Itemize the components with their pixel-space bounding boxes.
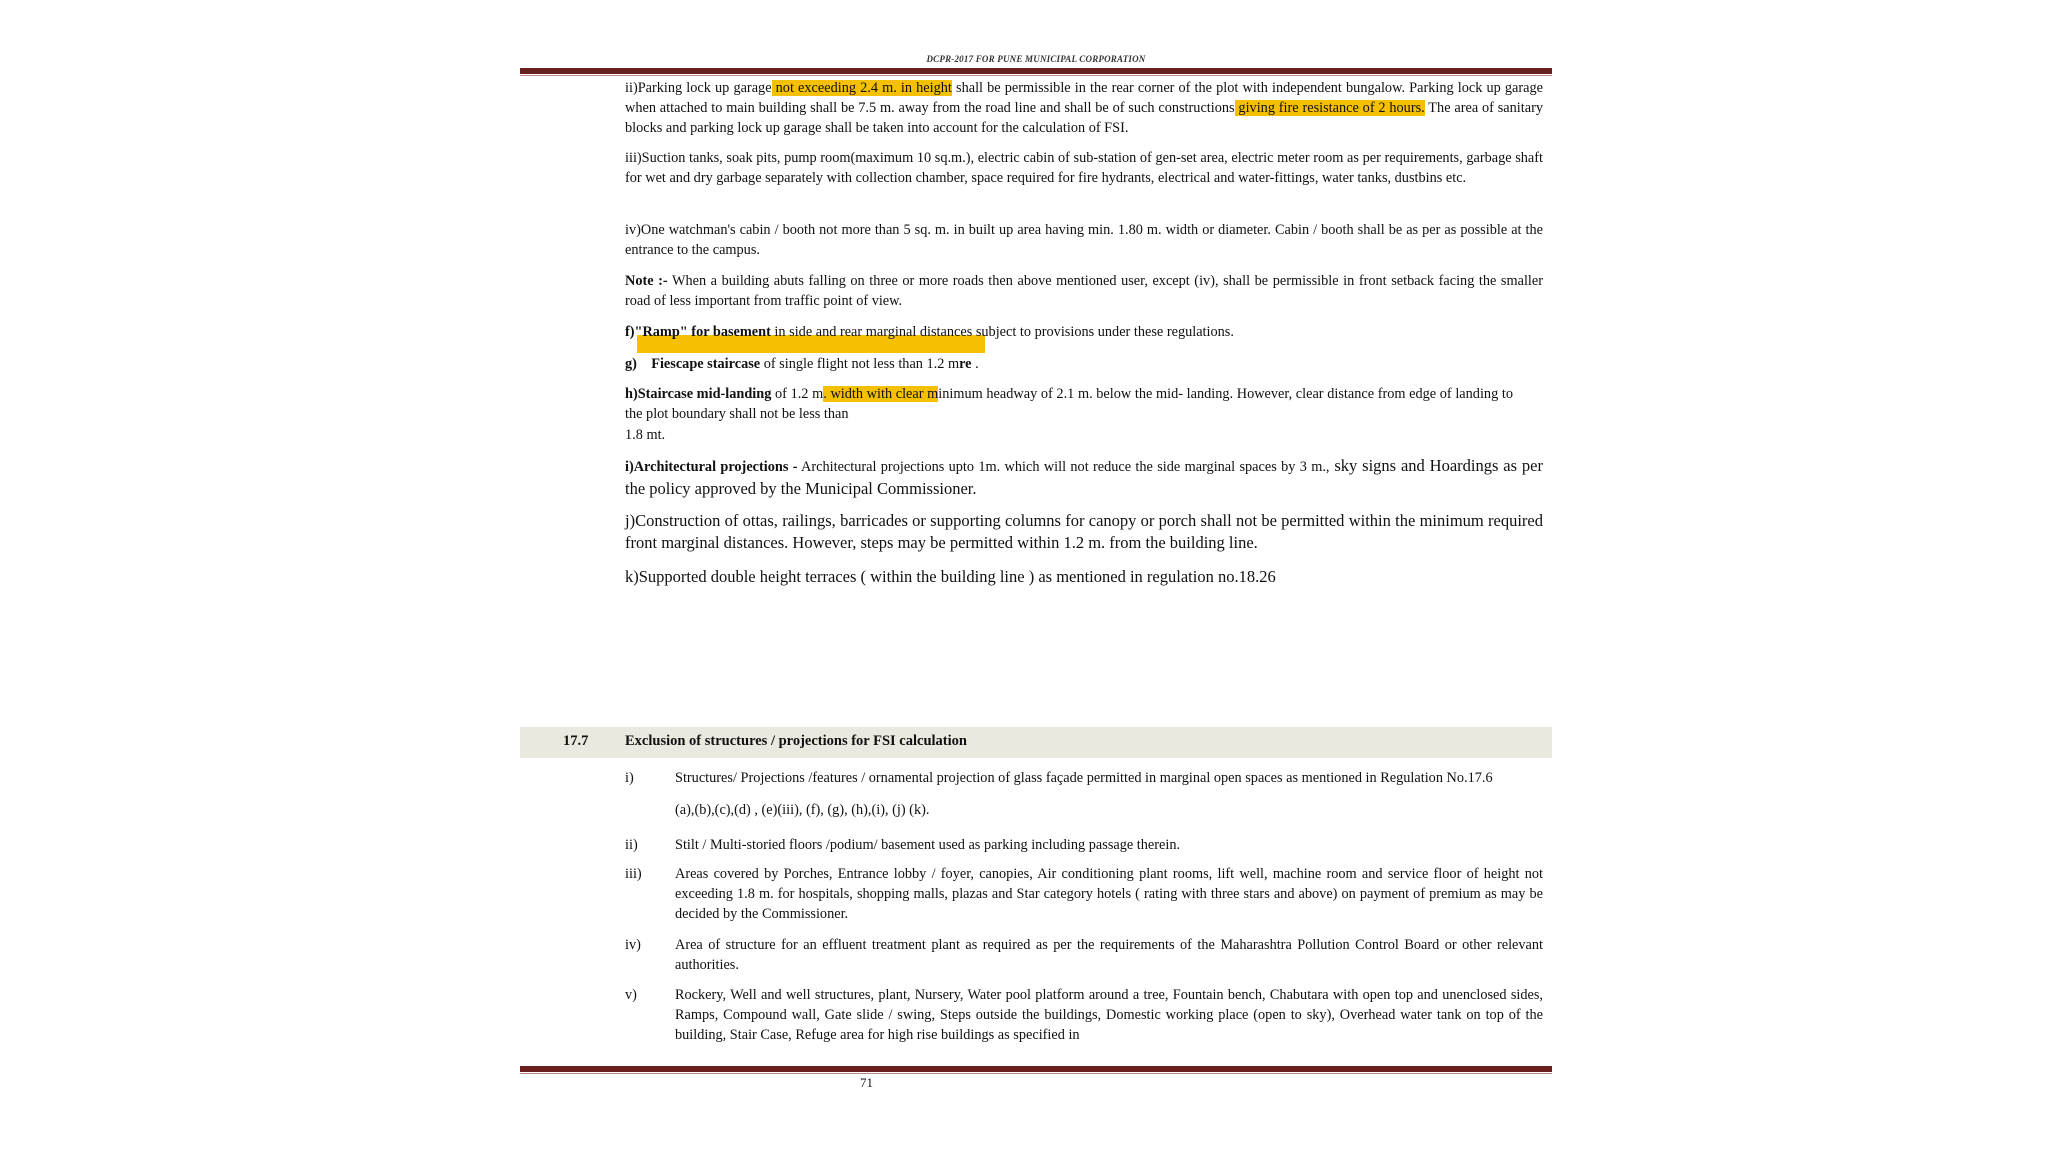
header-rule (520, 68, 1552, 74)
paragraph-h-continued: 1.8 mt. (625, 427, 666, 443)
text-span: ii)Parking lock up garage (625, 80, 772, 96)
list-item-label: iii) (625, 866, 642, 882)
list-item-label: v) (625, 987, 637, 1003)
text-span: When a building abuts falling on three or more roads then above mentioned user, except (iv), shall be permissible in front setback facing the smaller road of less important from traffic point of view. (625, 273, 1543, 309)
paragraph-iii: iii)Suction tanks, soak pits, pump room(maximum 10 sq.m.), electric cabin of sub-station of gen-set area, electric meter room as per requirements, garbage shaft for wet and dry garbage separately with collection chamber, space required for fire hydrants, electrical and water-fittings, water tanks, dustbins etc. (625, 150, 1543, 186)
running-header: DCPR-2017 FOR PUNE MUNICIPAL CORPORATION (926, 54, 1146, 64)
text-span: Architectural projections upto 1m. which will not reduce the side marginal spaces by 3 m., (797, 459, 1330, 475)
highlight: not exceeding 2.4 m. in height (771, 80, 952, 96)
paragraph-j: j)Construction of ottas, railings, barricades or supporting columns for canopy or porch shall not be permitted within the minimum required front marginal distances. However, steps may be permitted within 1.2 m. from the building line. (625, 511, 1543, 552)
text-span: The area of sanitary blocks and parking lock up garage shall be taken into account for the calculation of FSI. (625, 100, 1543, 136)
highlight: giving fire resistance of 2 hours. (1234, 100, 1425, 116)
text-span: of 1.2 m (771, 386, 824, 402)
item-label: i)Architectural projections - (625, 459, 798, 475)
paragraph-i (625, 455, 1543, 501)
paragraph-note (625, 271, 1543, 311)
text-span: inimum headway of 2.1 m. below the mid- landing. However, clear distance from edge of landing to the plot boundary shall not be less than (625, 386, 1513, 422)
footer-rule (520, 1066, 1552, 1072)
list-item-text: Rockery, Well and well structures, plant, Nursery, Water pool platform around a tree, Fountain bench, Chabutara with open top and unenclosed sides, Ramps, Compound wall, Gate slide / swing, Steps outside the buildings, Domestic working place (open to sky), Overhead water tank on top of the building, Stair Case, Refuge area for high rise buildings as specified in (675, 987, 1543, 1043)
paragraph-k: k)Supported double height terraces ( within the building line ) as mentioned in regulation no.18.26 (625, 567, 1276, 586)
list-item-text: Area of structure for an effluent treatment plant as required as per the requirements of the Maharashtra Pollution Control Board or other relevant authorities. (675, 937, 1543, 973)
paragraph-g (625, 354, 1543, 374)
paragraph-ii (625, 78, 1543, 138)
list-item-text: Stilt / Multi-storied floors /podium/ basement used as parking including passage therein. (675, 837, 1181, 853)
item-label: f)"Ramp" for basement (625, 324, 771, 340)
section-title: Exclusion of structures / projections for FSI calculation (625, 733, 967, 749)
paragraph-f (625, 322, 1543, 342)
list-item-label: i) (625, 770, 634, 786)
text-span: re (959, 356, 972, 372)
item-label: h)Staircase mid-landing (625, 386, 772, 402)
paragraph-iv: iv)One watchman's cabin / booth not more than 5 sq. m. in built up area having min. 1.80 m. width or diameter. Cabin / booth shall be as per as possible at the entrance to the campus. (625, 222, 1543, 258)
list-item-label: ii) (625, 837, 638, 853)
text-span: sky signs and Hoardings as per the policy approved by the Municipal Commissioner. (625, 456, 1543, 498)
text-span: in side and rear marginal distances subject to provisions under these regulations. (770, 324, 1234, 340)
note-label: Note :- (625, 273, 668, 289)
text-span: shall be permissible in the rear corner of the plot with independent bungalow. Parking lock up garage when attached to main building shall be 7.5 m. away from the road line and shall be of such constructions (625, 80, 1543, 116)
paragraph-h (625, 384, 1513, 424)
text-span: of single flight not less than 1.2 m (760, 356, 960, 372)
list-item-text-continued: (a),(b),(c),(d) , (e)(iii), (f), (g), (h),(i), (j) (k). (675, 802, 930, 818)
highlight: . width with clear m (823, 386, 939, 402)
list-item-label: iv) (625, 937, 641, 953)
page-number: 71 (860, 1075, 873, 1090)
list-item-text: Areas covered by Porches, Entrance lobby / foyer, canopies, Air conditioning plant rooms, lift well, machine room and service floor of height not exceeding 1.8 m. for hospitals, shopping malls, plazas and Star category hotels ( rating with three stars and above) on payment of premium as may be decided by the Commissioner. (675, 866, 1543, 922)
list-item-text: Structures/ Projections /features / ornamental projection of glass façade permitted in marginal open spaces as mentioned in Regulation No.17.6 (675, 770, 1493, 786)
section-number: 17.7 (563, 733, 589, 749)
item-label: g) Fiescape staircase (625, 356, 761, 372)
text-span: . (971, 356, 979, 372)
